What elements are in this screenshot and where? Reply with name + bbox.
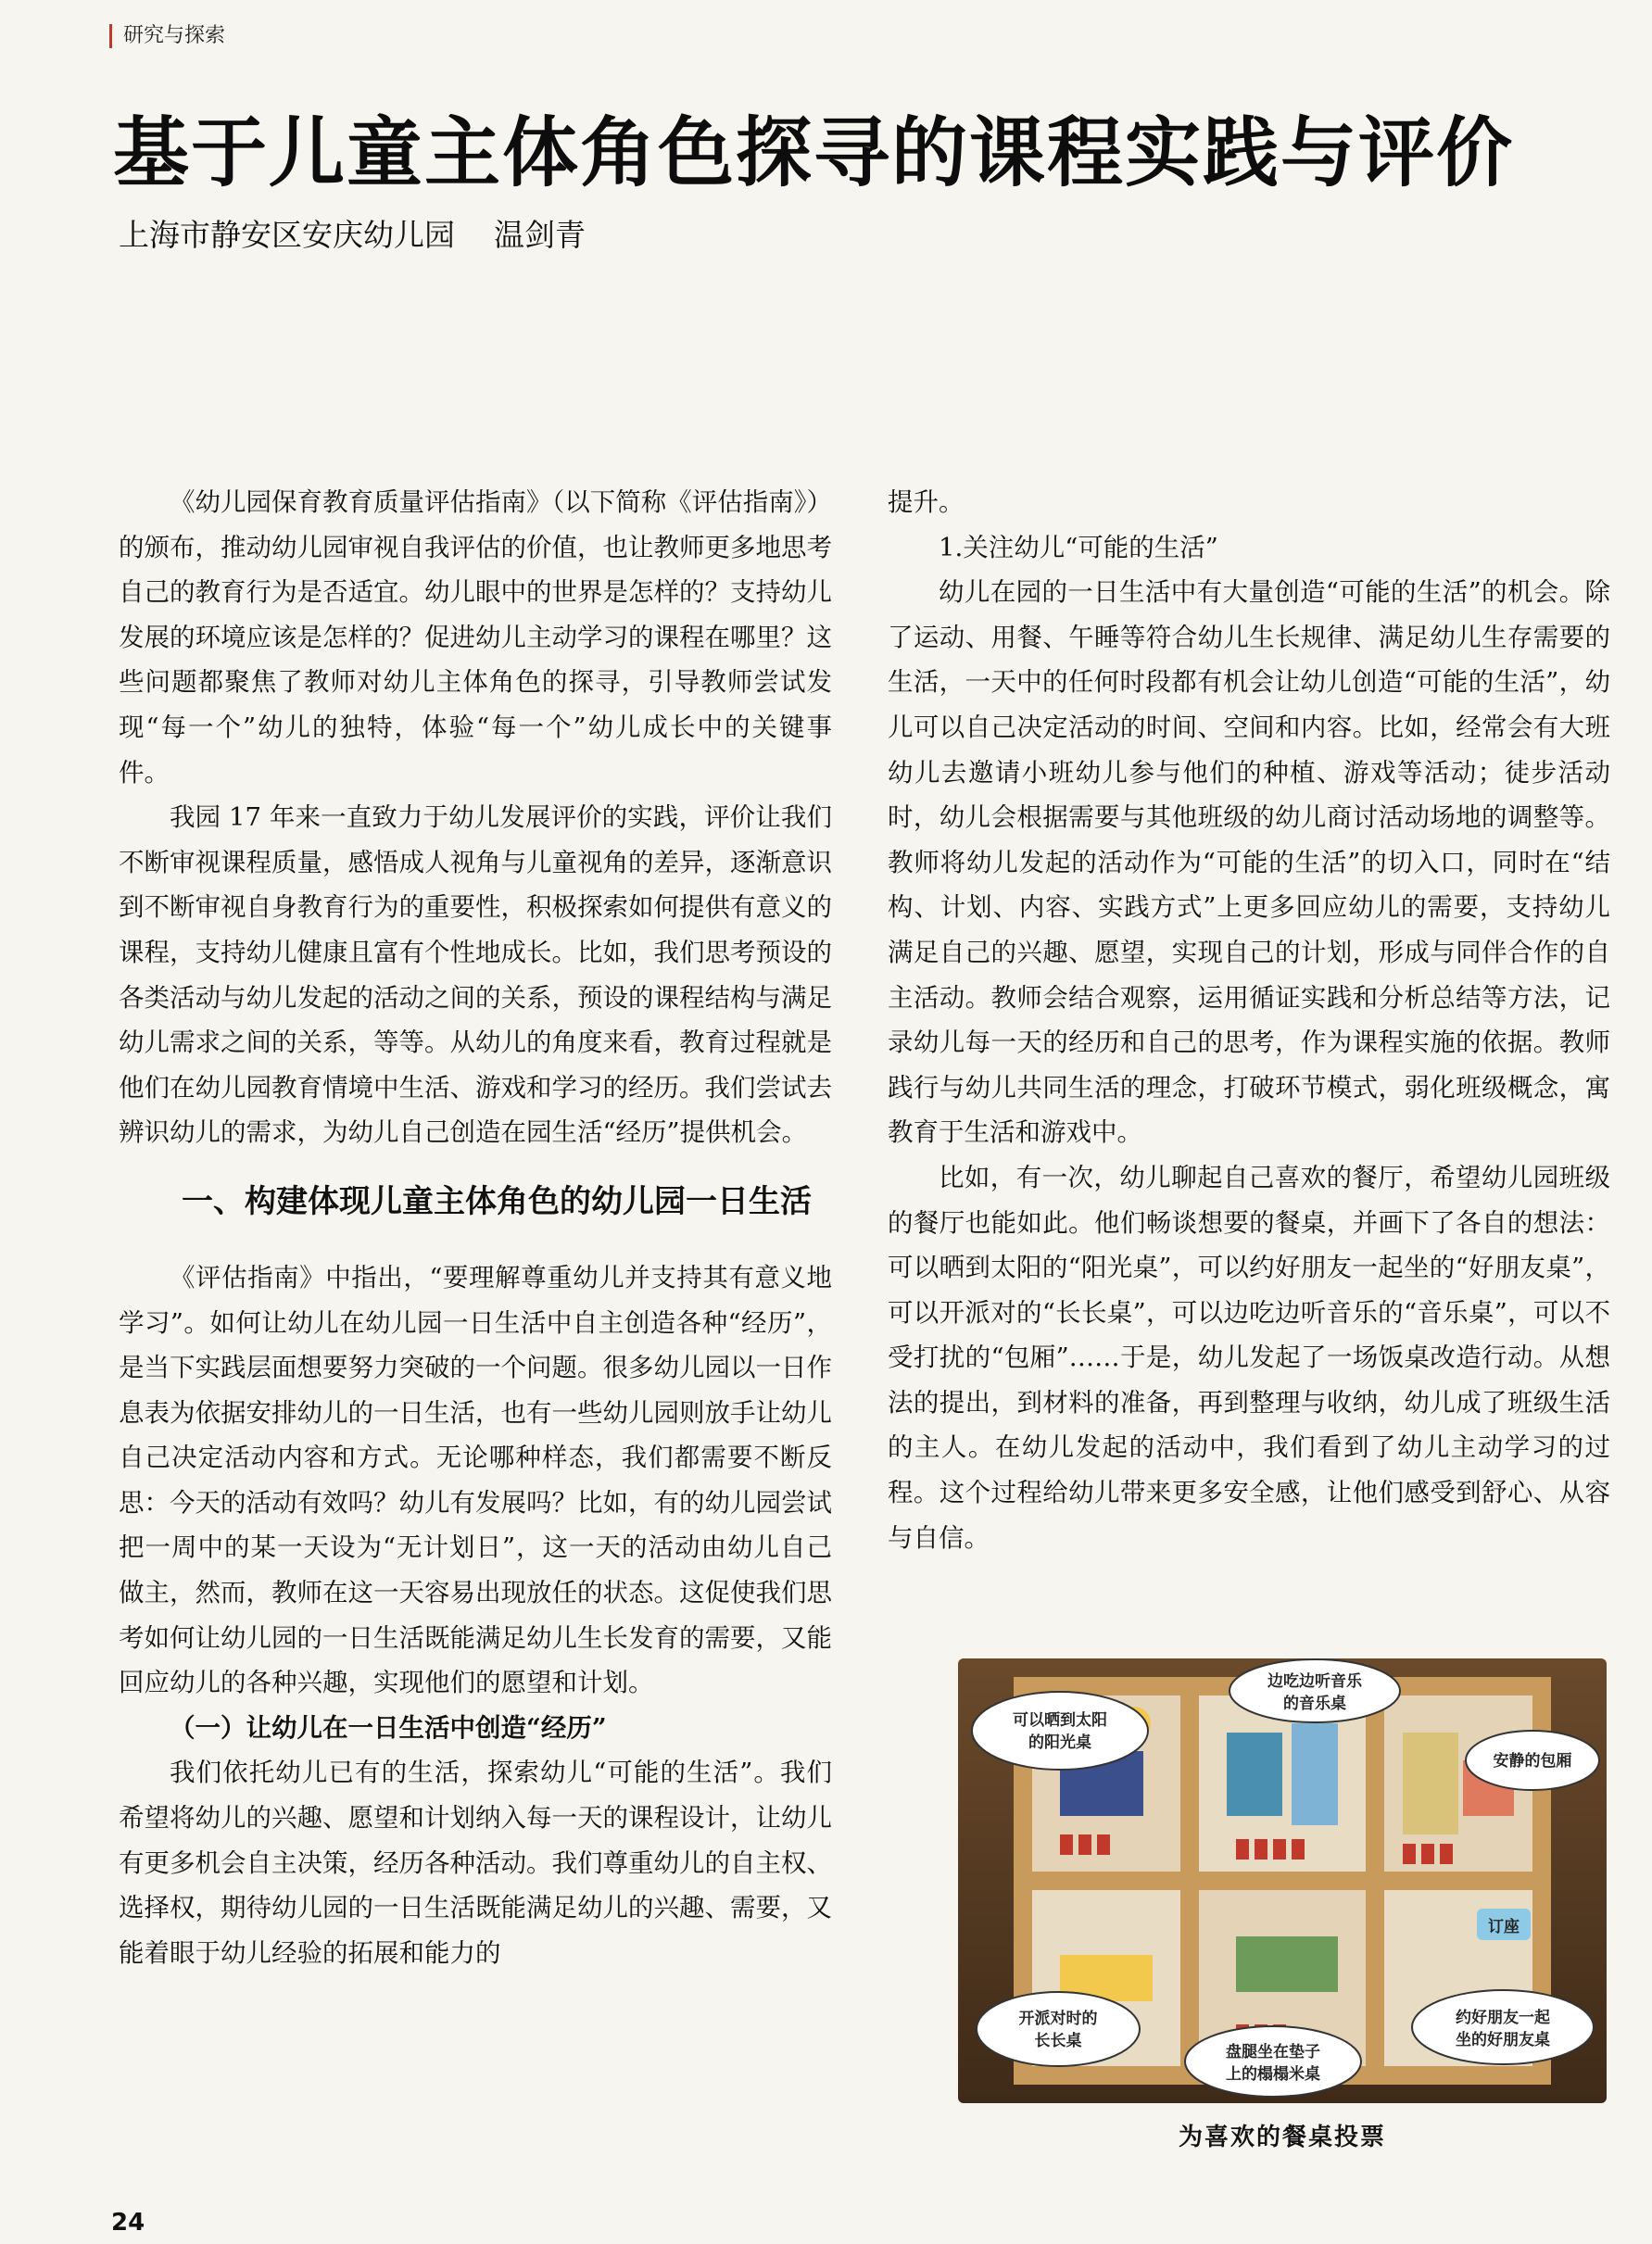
paragraph: 《评估指南》中指出，“要理解尊重幼儿并支持其有意义地学习”。如何让幼儿在幼儿园一日生活中自主创造各种“经历”，是当下实践层面想要努力突破的一个问题。很多幼儿园以一日作息表为依据安排幼儿的一日生活，也有一些幼儿园则放手让幼儿自己决定活动内容和方式。无论哪种样态，我们都需要不断反思：今天的活动有效吗？幼儿有发展吗？比如，有的幼儿园尝试把一周中的某一天设为“无计划日”，这一天的活动由幼儿自己做主，然而，教师在这一天容易出现放任的状态。这促使我们思考如何让幼儿园的一日生活既能满足幼儿生长发育的需要，又能回应幼儿的各种兴趣，实现他们的愿望和计划。 — [119, 1262, 832, 1698]
svg-text:坐的好朋友桌: 坐的好朋友桌 — [1456, 2031, 1550, 2049]
shelf-illustration — [958, 1658, 1607, 2103]
byline — [119, 211, 586, 255]
left-column — [119, 480, 832, 1975]
author-name: 温剑青 — [494, 217, 586, 253]
section-heading: 一、构建体现儿童主体角色的幼儿园一日生活 — [182, 1182, 812, 1220]
svg-text:长长桌: 长长桌 — [1034, 2032, 1082, 2050]
svg-text:盘腿坐在垫子: 盘腿坐在垫子 — [1226, 2043, 1320, 2061]
section-label: 研究与探索 — [109, 24, 225, 48]
sub-subsection-heading: 1.关注幼儿“可能的生活” — [939, 532, 1218, 562]
paragraph: 我园 17 年来一直致力于幼儿发展评价的实践，评价让我们不断审视课程质量，感悟成人视角与儿童视角的差异，逐渐意识到不断审视自身教育行为的重要性，积极探索如何提供有意义的课程，支持幼儿健康且富有个性地成长。比如，我们思考预设的各类活动与幼儿发起的活动之间的关系，预设的课程结构与满足幼儿需求之间的关系，等等。从幼儿的角度来看，教育过程就是他们在幼儿园教育情境中生活、游戏和学习的经历。我们尝试去辨识幼儿的需求，为幼儿自己创造在园生活“经历”提供机会。 — [119, 802, 832, 1148]
bubble-music-table — [1230, 1659, 1400, 1722]
article-title: 基于儿童主体角色探寻的课程实践与评价 — [113, 109, 1515, 197]
reserve-sign-text: 订座 — [1488, 1918, 1520, 1936]
bubble-friends-table — [1412, 1990, 1594, 2064]
bubble-tatami-table — [1185, 2026, 1361, 2097]
bubble-quiet-booth — [1466, 1731, 1599, 1790]
svg-text:开派对时的: 开派对时的 — [1018, 2010, 1098, 2028]
bubble-sun-table — [972, 1692, 1148, 1770]
svg-text:的音乐桌: 的音乐桌 — [1283, 1695, 1346, 1713]
institution: 上海市静安区安庆幼儿园 — [119, 217, 455, 253]
svg-text:边吃边听音乐: 边吃边听音乐 — [1267, 1672, 1362, 1691]
svg-text:可以晒到太阳: 可以晒到太阳 — [1013, 1711, 1107, 1730]
svg-text:约好朋友一起: 约好朋友一起 — [1456, 2009, 1550, 2027]
paragraph: 《幼儿园保育教育质量评估指南》（以下简称《评估指南》）的颁布，推动幼儿园审视自我评估的价值，也让教师更多地思考自己的教育行为是否适宜。幼儿眼中的世界是怎样的？支持幼儿发展的环境应该是怎样的？促进幼儿主动学习的课程在哪里？这些问题都聚焦了教师对幼儿主体角色的探寻，引导教师尝试发现“每一个”幼儿的独特，体验“每一个”幼儿成长中的关键事件。 — [119, 487, 832, 788]
paragraph: 比如，有一次，幼儿聊起自己喜欢的餐厅，希望幼儿园班级的餐厅也能如此。他们畅谈想要的餐桌，并画下了各自的想法：可以晒到太阳的“阳光桌”，可以约好朋友一起坐的“好朋友桌”，可以开派对的“长长桌”，可以边吃边听音乐的“音乐桌”，可以不受打扰的“包厢”……于是，幼儿发起了一场饭桌改造行动。从想法的提出，到材料的准备，再到整理与收纳，幼儿成了班级生活的主人。在幼儿发起的活动中，我们看到了幼儿主动学习的过程。这个过程给幼儿带来更多安全感，让他们感受到舒心、从容与自信。 — [888, 1162, 1610, 1553]
page-number: 24 — [111, 2209, 145, 2237]
svg-text:上的榻榻米桌: 上的榻榻米桌 — [1226, 2065, 1320, 2084]
paragraph: 幼儿在园的一日生活中有大量创造“可能的生活”的机会。除了运动、用餐、午睡等符合幼儿生长规律、满足幼儿生存需要的生活，一天中的任何时段都有机会让幼儿创造“可能的生活”，幼儿可以自己决定活动的时间、空间和内容。比如，经常会有大班幼儿去邀请小班幼儿参与他们的种植、游戏等活动；徒步活动时，幼儿会根据需要与其他班级的幼儿商讨活动场地的调整等。教师将幼儿发起的活动作为“可能的生活”的切入口，同时在“结构、计划、内容、实践方式”上更多回应幼儿的需要，支持幼儿满足自己的兴趣、愿望，实现自己的计划，形成与同伴合作的自主活动。教师会结合观察，运用循证实践和分析总结等方法，记录幼儿每一天的经历和自己的思考，作为课程实施的依据。教师践行与幼儿共同生活的理念，打破环节模式，弱化班级概念，寓教育于生活和游戏中。 — [888, 577, 1610, 1148]
paragraph: 我们依托幼儿已有的生活，探索幼儿“可能的生活”。我们希望将幼儿的兴趣、愿望和计划纳入每一天的课程设计，让幼儿有更多机会自主决策，经历各种活动。我们尊重幼儿的自主权、选择权，期待幼儿园的一日生活既能满足幼儿的兴趣、需要，又能着眼于幼儿经验的拓展和能力的 — [119, 1758, 832, 1968]
table-voting-photo — [958, 1658, 1607, 2103]
subsection-heading: （一）让幼儿在一日生活中创造“经历” — [170, 1712, 607, 1743]
svg-text:安静的包厢: 安静的包厢 — [1493, 1752, 1572, 1771]
svg-text:的阳光桌: 的阳光桌 — [1028, 1733, 1091, 1752]
right-column — [888, 480, 1610, 1560]
figure-caption: 为喜欢的餐桌投票 — [1178, 2124, 1386, 2151]
paragraph: 提升。 — [888, 487, 965, 517]
bubble-party-table — [977, 1992, 1140, 2066]
